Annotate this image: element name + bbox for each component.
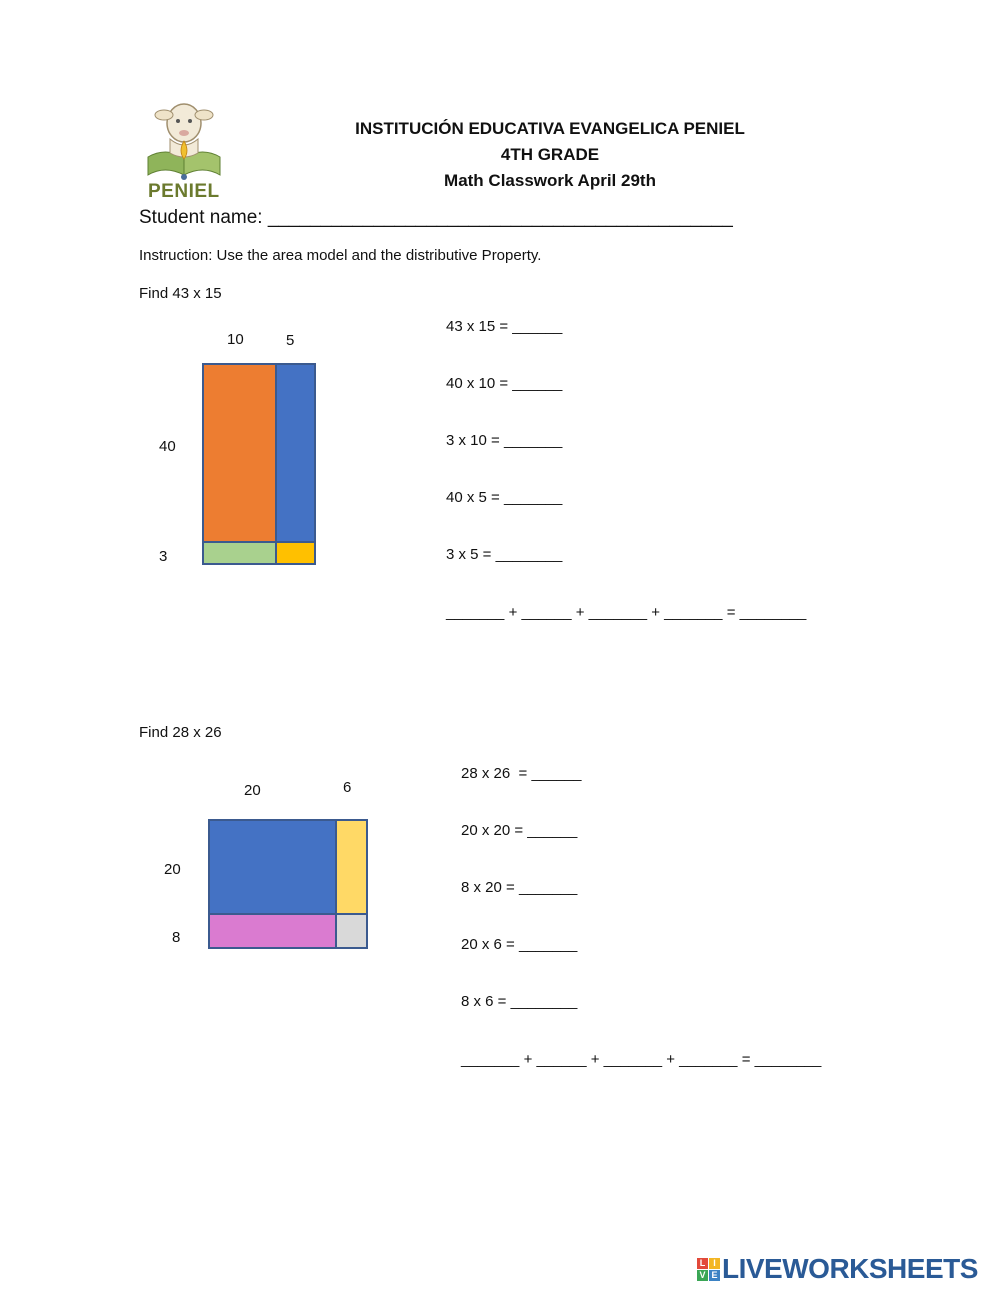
liveworksheets-logo[interactable] [697, 1254, 978, 1284]
p2-top-label-1: 20 [244, 782, 261, 799]
p1-equation-1[interactable]: 43 x 15 = ______ [446, 318, 563, 335]
classwork-title: Math Classwork April 29th [444, 171, 656, 190]
student-name-field[interactable]: Student name: ____________________________________________ [139, 207, 733, 228]
liveworksheets-wordmark: LIVEWORKSHEETS [722, 1253, 978, 1284]
live-badge-icon [697, 1258, 720, 1281]
p2-side-label-1: 20 [164, 861, 181, 878]
p1-block-top-right [275, 363, 316, 543]
p1-equation-5[interactable]: 3 x 5 = ________ [446, 546, 563, 563]
p1-side-label-1: 40 [159, 438, 176, 455]
p1-equation-4[interactable]: 40 x 5 = _______ [446, 489, 563, 506]
school-logo [140, 95, 230, 207]
p1-top-label-2: 5 [286, 332, 295, 349]
p2-equation-4[interactable]: 20 x 6 = _______ [461, 936, 578, 953]
p1-side-label-2: 3 [159, 548, 168, 565]
p2-sum-equation[interactable]: _______ + ______ + _______ + _______ = ________ [461, 1051, 822, 1068]
instruction-text: Instruction: Use the area model and the distributive Property. [139, 247, 542, 264]
logo-text: PENIEL [148, 181, 220, 202]
p2-equation-2[interactable]: 20 x 20 = ______ [461, 822, 578, 839]
grade-title: 4TH GRADE [500, 145, 600, 164]
badge-letter-i: I [709, 1258, 720, 1269]
p2-block-bottom-right [335, 913, 368, 949]
badge-letter-l: L [697, 1258, 708, 1269]
p2-equation-5[interactable]: 8 x 6 = ________ [461, 993, 578, 1010]
badge-letter-v: V [697, 1270, 708, 1281]
p2-side-label-2: 8 [172, 929, 181, 946]
p1-equation-2[interactable]: 40 x 10 = ______ [446, 375, 563, 392]
p1-block-bottom-left [202, 541, 277, 565]
p1-top-label-1: 10 [227, 331, 244, 348]
p1-block-top-left [202, 363, 277, 543]
p1-block-bottom-right [275, 541, 316, 565]
p2-block-bottom-left [208, 913, 337, 949]
p2-equation-1[interactable]: 28 x 26 = ______ [461, 765, 582, 782]
p2-block-top-right [335, 819, 368, 915]
p2-top-label-2: 6 [343, 779, 352, 796]
p2-block-top-left [208, 819, 337, 915]
school-name: INSTITUCIÓN EDUCATIVA EVANGELICA PENIEL [355, 119, 745, 138]
p1-sum-equation[interactable]: _______ + ______ + _______ + _______ = ________ [446, 604, 807, 621]
p2-equation-3[interactable]: 8 x 20 = _______ [461, 879, 578, 896]
p1-equation-3[interactable]: 3 x 10 = _______ [446, 432, 563, 449]
badge-letter-e: E [709, 1270, 720, 1281]
problem1-prompt: Find 43 x 15 [139, 285, 222, 302]
problem2-prompt: Find 28 x 26 [139, 724, 222, 741]
